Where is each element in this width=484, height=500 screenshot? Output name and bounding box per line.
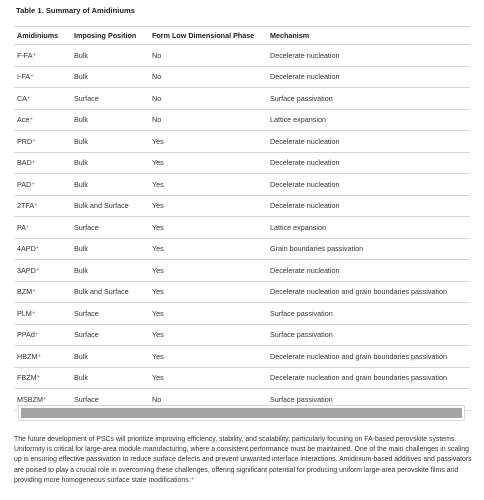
cell-mechanism: Decelerate nucleation [267, 131, 470, 153]
cell-amidinium: PA⁺ [14, 217, 71, 239]
cell-imposing-position: Bulk and Surface [71, 281, 149, 303]
cell-mechanism: Decelerate nucleation [267, 260, 470, 282]
horizontal-scrollbar[interactable] [18, 405, 465, 421]
table-row [14, 174, 470, 196]
table-row [14, 66, 470, 88]
cell-mechanism: Surface passivation [267, 389, 470, 411]
table-row [14, 260, 470, 282]
table-row [14, 195, 470, 217]
cell-low-dimensional-phase: Yes [149, 152, 267, 174]
cell-amidinium: PLM⁺ [14, 303, 71, 325]
cell-imposing-position: Bulk [71, 346, 149, 368]
cell-amidinium: Ace⁺ [14, 109, 71, 131]
cell-imposing-position: Bulk [71, 260, 149, 282]
cell-low-dimensional-phase: No [149, 109, 267, 131]
cell-low-dimensional-phase: No [149, 389, 267, 411]
cell-low-dimensional-phase: Yes [149, 238, 267, 260]
cell-imposing-position: Surface [71, 324, 149, 346]
header-low-dimensional-phase: Form Low Dimensional Phase [149, 27, 267, 45]
amidiniums-table [14, 26, 470, 411]
cell-mechanism: Decelerate nucleation [267, 195, 470, 217]
cell-mechanism: Decelerate nucleation and grain boundaries passivation [267, 281, 470, 303]
table-row [14, 88, 470, 110]
scrollbar-thumb[interactable] [21, 408, 462, 418]
cell-low-dimensional-phase: Yes [149, 281, 267, 303]
cell-amidinium: PPAd⁺ [14, 324, 71, 346]
cell-imposing-position: Bulk [71, 238, 149, 260]
cell-mechanism: Decelerate nucleation and grain boundaries passivation [267, 367, 470, 389]
cell-amidinium: 2TFA⁺ [14, 195, 71, 217]
cell-low-dimensional-phase: Yes [149, 367, 267, 389]
cell-mechanism: Decelerate nucleation [267, 174, 470, 196]
cell-mechanism: Decelerate nucleation and grain boundaries passivation [267, 346, 470, 368]
cell-mechanism: Grain boundaries passivation [267, 238, 470, 260]
cell-low-dimensional-phase: Yes [149, 131, 267, 153]
cell-low-dimensional-phase: Yes [149, 324, 267, 346]
cell-imposing-position: Surface [71, 88, 149, 110]
table-row [14, 281, 470, 303]
cell-low-dimensional-phase: No [149, 88, 267, 110]
cell-mechanism: Surface passivation [267, 303, 470, 325]
cell-amidinium: PAD⁺ [14, 174, 71, 196]
cell-imposing-position: Bulk [71, 367, 149, 389]
cell-imposing-position: Bulk [71, 152, 149, 174]
table-row [14, 324, 470, 346]
cell-mechanism: Surface passivation [267, 88, 470, 110]
header-amidiniums: Amidiniums [14, 27, 71, 45]
table-row [14, 367, 470, 389]
cell-low-dimensional-phase: Yes [149, 195, 267, 217]
cell-low-dimensional-phase: Yes [149, 217, 267, 239]
table-caption: Table 1. Summary of Amidiniums [16, 6, 135, 15]
table-row [14, 217, 470, 239]
cell-amidinium: I-FA⁺ [14, 66, 71, 88]
cell-low-dimensional-phase: Yes [149, 260, 267, 282]
cell-amidinium: HBZM⁺ [14, 346, 71, 368]
cell-amidinium: BAD⁺ [14, 152, 71, 174]
table-row [14, 152, 470, 174]
cell-amidinium: MSBZM⁺ [14, 389, 71, 411]
cell-imposing-position: Bulk [71, 45, 149, 67]
cell-low-dimensional-phase: Yes [149, 346, 267, 368]
cell-amidinium: 3APD⁺ [14, 260, 71, 282]
cell-amidinium: CA⁺ [14, 88, 71, 110]
header-mechanism: Mechanism [267, 27, 470, 45]
cell-mechanism: Lattice expansion [267, 217, 470, 239]
table-row [14, 238, 470, 260]
cell-low-dimensional-phase: No [149, 66, 267, 88]
cell-imposing-position: Bulk [71, 109, 149, 131]
cell-mechanism: Decelerate nucleation [267, 45, 470, 67]
table-row [14, 346, 470, 368]
cell-mechanism: Lattice expansion [267, 109, 470, 131]
cell-imposing-position: Bulk and Surface [71, 195, 149, 217]
table-row [14, 45, 470, 67]
cell-mechanism: Decelerate nucleation [267, 66, 470, 88]
table-header-row [14, 27, 470, 45]
cell-imposing-position: Bulk [71, 131, 149, 153]
table-row [14, 303, 470, 325]
cell-low-dimensional-phase: Yes [149, 174, 267, 196]
cell-mechanism: Decelerate nucleation [267, 152, 470, 174]
cell-amidinium: F-FA⁺ [14, 45, 71, 67]
cell-imposing-position: Bulk [71, 66, 149, 88]
cell-amidinium: 4APD⁺ [14, 238, 71, 260]
cell-mechanism: Surface passivation [267, 324, 470, 346]
cell-amidinium: FBZM⁺ [14, 367, 71, 389]
cell-amidinium: PRD⁺ [14, 131, 71, 153]
cell-imposing-position: Bulk [71, 174, 149, 196]
table-body [14, 45, 470, 411]
table-row [14, 109, 470, 131]
cell-imposing-position: Surface [71, 389, 149, 411]
cell-imposing-position: Surface [71, 217, 149, 239]
cell-imposing-position: Surface [71, 303, 149, 325]
cell-amidinium: BZM⁺ [14, 281, 71, 303]
table-row [14, 131, 470, 153]
header-imposing-position: Imposing Position [71, 27, 149, 45]
cell-low-dimensional-phase: Yes [149, 303, 267, 325]
body-paragraph: The future development of PSCs will prioritize improving efficiency, stability, and scalability, particularly focusing on FA-based perovskite systems. Uniformity is critical for large-area module manufacturing, where a consistent performance must be maintained. One of the main challenges in scaling up is ensuring effective passivation to reduce surface defects and prevent unwanted interface interactions. Amidinium-based additives and passivators are poised to play a crucial role in overcoming these challenges, offering significant potential for producing uniform large-area perovskite films and providing more homogeneous surface state modifications.⁺ [14, 435, 472, 485]
cell-low-dimensional-phase: No [149, 45, 267, 67]
